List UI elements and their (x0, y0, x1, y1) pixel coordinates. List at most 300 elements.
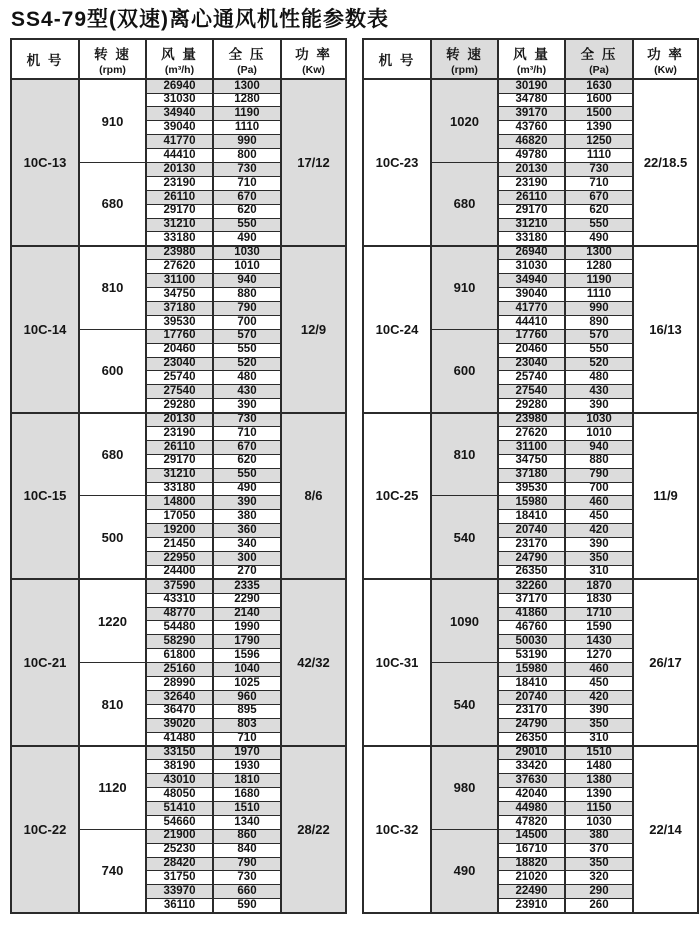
flow-cell: 37630 (498, 774, 565, 788)
pressure-cell: 2290 (213, 593, 281, 607)
flow-cell: 33180 (146, 482, 213, 496)
model-cell: 10C-13 (11, 79, 79, 246)
flow-cell: 54480 (146, 621, 213, 635)
pressure-cell: 390 (565, 399, 633, 413)
pressure-cell: 1510 (565, 746, 633, 760)
flow-cell: 46760 (498, 621, 565, 635)
pressure-cell: 290 (565, 885, 633, 899)
speed-cell: 810 (79, 246, 146, 329)
flow-cell: 23910 (498, 899, 565, 913)
col-header-speed-unit: (rpm) (451, 63, 478, 76)
table-row (363, 246, 698, 260)
flow-cell: 15980 (498, 663, 565, 677)
pressure-cell: 990 (213, 135, 281, 149)
pressure-cell: 300 (213, 551, 281, 565)
pressure-cell: 710 (213, 176, 281, 190)
flow-cell: 27620 (498, 426, 565, 440)
pressure-cell: 1500 (565, 107, 633, 121)
pressure-cell: 1590 (565, 621, 633, 635)
speed-cell: 490 (431, 829, 498, 912)
pressure-cell: 1280 (213, 93, 281, 107)
pressure-cell: 1030 (565, 815, 633, 829)
col-header-speed-unit: (rpm) (99, 63, 126, 76)
flow-cell: 24790 (498, 551, 565, 565)
flow-cell: 33180 (146, 232, 213, 246)
power-cell: 26/17 (633, 579, 698, 746)
speed-cell: 910 (79, 79, 146, 162)
pressure-cell: 1025 (213, 676, 281, 690)
pressure-cell: 1190 (565, 274, 633, 288)
flow-cell: 23190 (498, 176, 565, 190)
pressure-cell: 1190 (213, 107, 281, 121)
col-header-power (633, 39, 698, 79)
flow-cell: 22950 (146, 551, 213, 565)
pressure-cell: 670 (213, 190, 281, 204)
pressure-cell: 803 (213, 718, 281, 732)
table-row (363, 579, 698, 593)
col-header-model (363, 39, 431, 79)
flow-cell: 21020 (498, 871, 565, 885)
right-table-body (363, 79, 698, 912)
pressure-cell: 620 (213, 204, 281, 218)
pressure-cell: 960 (213, 690, 281, 704)
flow-cell: 31210 (146, 218, 213, 232)
pressure-cell: 1430 (565, 635, 633, 649)
flow-cell: 14500 (498, 829, 565, 843)
pressure-cell: 990 (565, 301, 633, 315)
pressure-cell: 1340 (213, 815, 281, 829)
pressure-cell: 550 (565, 218, 633, 232)
flow-cell: 61800 (146, 649, 213, 663)
pressure-cell: 730 (213, 413, 281, 427)
flow-cell: 23980 (498, 413, 565, 427)
pressure-cell: 880 (213, 288, 281, 302)
col-header-model (11, 39, 79, 79)
pressure-cell: 1300 (565, 246, 633, 260)
pressure-cell: 520 (213, 357, 281, 371)
pressure-cell: 790 (213, 301, 281, 315)
pressure-cell: 1810 (213, 774, 281, 788)
pressure-cell: 1030 (213, 246, 281, 260)
col-header-flow (498, 39, 565, 79)
flow-cell: 41770 (498, 301, 565, 315)
col-header-speed (79, 39, 146, 79)
flow-cell: 34750 (146, 288, 213, 302)
flow-cell: 39040 (498, 288, 565, 302)
pressure-cell: 1830 (565, 593, 633, 607)
pressure-cell: 710 (213, 732, 281, 746)
tables-container (10, 38, 700, 913)
flow-cell: 18410 (498, 510, 565, 524)
flow-cell: 38190 (146, 760, 213, 774)
pressure-cell: 320 (565, 871, 633, 885)
pressure-cell: 490 (565, 232, 633, 246)
pressure-cell: 620 (213, 454, 281, 468)
flow-cell: 24400 (146, 565, 213, 579)
flow-cell: 27540 (146, 385, 213, 399)
flow-cell: 17050 (146, 510, 213, 524)
pressure-cell: 710 (213, 426, 281, 440)
flow-cell: 33180 (498, 232, 565, 246)
speed-cell: 1120 (79, 746, 146, 829)
flow-cell: 39020 (146, 718, 213, 732)
pressure-cell: 700 (565, 482, 633, 496)
pressure-cell: 940 (213, 274, 281, 288)
pressure-cell: 420 (565, 524, 633, 538)
power-cell: 11/9 (633, 413, 698, 580)
pressure-cell: 390 (565, 538, 633, 552)
pressure-cell: 1600 (565, 93, 633, 107)
pressure-cell: 450 (565, 676, 633, 690)
flow-cell: 39170 (498, 107, 565, 121)
flow-cell: 48770 (146, 607, 213, 621)
pressure-cell: 1030 (565, 413, 633, 427)
pressure-cell: 260 (565, 899, 633, 913)
col-header-model-label: 机 号 (378, 53, 416, 69)
flow-cell: 42040 (498, 788, 565, 802)
flow-cell: 22490 (498, 885, 565, 899)
flow-cell: 28990 (146, 676, 213, 690)
col-header-power-unit: (Kw) (654, 63, 677, 76)
pressure-cell: 1710 (565, 607, 633, 621)
pressure-cell: 550 (565, 343, 633, 357)
pressure-cell: 880 (565, 454, 633, 468)
speed-cell: 1090 (431, 579, 498, 662)
left-table-mount (10, 38, 347, 913)
pressure-cell: 1040 (213, 663, 281, 677)
flow-cell: 31030 (498, 260, 565, 274)
pressure-cell: 520 (565, 357, 633, 371)
speed-cell: 600 (431, 329, 498, 412)
speed-cell: 1220 (79, 579, 146, 662)
flow-cell: 29280 (498, 399, 565, 413)
flow-cell: 23040 (498, 357, 565, 371)
pressure-cell: 890 (565, 315, 633, 329)
pressure-cell: 1630 (565, 79, 633, 93)
power-cell: 12/9 (281, 246, 346, 413)
col-header-power (281, 39, 346, 79)
table-row (363, 79, 698, 93)
model-cell: 10C-15 (11, 413, 79, 580)
flow-cell: 34750 (498, 454, 565, 468)
flow-cell: 32640 (146, 690, 213, 704)
flow-cell: 23040 (146, 357, 213, 371)
pressure-cell: 1110 (565, 288, 633, 302)
right-parameter-table (362, 38, 699, 913)
flow-cell: 39040 (146, 121, 213, 135)
flow-cell: 39530 (498, 482, 565, 496)
col-header-speed (431, 39, 498, 79)
pressure-cell: 490 (213, 482, 281, 496)
pressure-cell: 450 (565, 510, 633, 524)
flow-cell: 23190 (146, 176, 213, 190)
flow-cell: 26940 (146, 79, 213, 93)
flow-cell: 39530 (146, 315, 213, 329)
flow-cell: 23170 (498, 704, 565, 718)
pressure-cell: 570 (565, 329, 633, 343)
flow-cell: 37590 (146, 579, 213, 593)
flow-cell: 51410 (146, 802, 213, 816)
pressure-cell: 390 (213, 496, 281, 510)
pressure-cell: 350 (565, 551, 633, 565)
flow-cell: 23980 (146, 246, 213, 260)
power-cell: 28/22 (281, 746, 346, 913)
power-cell: 16/13 (633, 246, 698, 413)
pressure-cell: 1150 (565, 802, 633, 816)
flow-cell: 29170 (498, 204, 565, 218)
pressure-cell: 1280 (565, 260, 633, 274)
speed-cell: 680 (431, 163, 498, 246)
flow-cell: 16710 (498, 843, 565, 857)
model-cell: 10C-21 (11, 579, 79, 746)
pressure-cell: 940 (565, 440, 633, 454)
pressure-cell: 2335 (213, 579, 281, 593)
pressure-cell: 1510 (213, 802, 281, 816)
speed-cell: 810 (79, 663, 146, 746)
pressure-cell: 380 (213, 510, 281, 524)
flow-cell: 18410 (498, 676, 565, 690)
pressure-cell: 430 (565, 385, 633, 399)
pressure-cell: 1110 (213, 121, 281, 135)
power-cell: 22/18.5 (633, 79, 698, 246)
flow-cell: 17760 (498, 329, 565, 343)
flow-cell: 49780 (498, 149, 565, 163)
flow-cell: 43760 (498, 121, 565, 135)
pressure-cell: 550 (213, 218, 281, 232)
col-header-pressure-label: 全 压 (580, 46, 618, 62)
left-parameter-table (10, 38, 347, 913)
pressure-cell: 480 (213, 371, 281, 385)
speed-cell: 540 (431, 663, 498, 746)
pressure-cell: 310 (565, 732, 633, 746)
pressure-cell: 1380 (565, 774, 633, 788)
pressure-cell: 1010 (213, 260, 281, 274)
left-table-head (11, 39, 346, 79)
flow-cell: 50030 (498, 635, 565, 649)
pressure-cell: 730 (213, 163, 281, 177)
pressure-cell: 840 (213, 843, 281, 857)
right-table-mount (362, 38, 699, 913)
flow-cell: 46820 (498, 135, 565, 149)
header-row (363, 39, 698, 79)
flow-cell: 27540 (498, 385, 565, 399)
flow-cell: 31100 (498, 440, 565, 454)
flow-cell: 19200 (146, 524, 213, 538)
pressure-cell: 390 (565, 704, 633, 718)
pressure-cell: 390 (213, 399, 281, 413)
flow-cell: 33970 (146, 885, 213, 899)
speed-cell: 810 (431, 413, 498, 496)
flow-cell: 24790 (498, 718, 565, 732)
flow-cell: 20130 (146, 413, 213, 427)
pressure-cell: 1870 (565, 579, 633, 593)
col-header-flow-unit: (m³/h) (164, 63, 195, 76)
power-cell: 22/14 (633, 746, 698, 913)
flow-cell: 33420 (498, 760, 565, 774)
col-header-power-label: 功 率 (295, 46, 332, 62)
pressure-cell: 1390 (565, 121, 633, 135)
pressure-cell: 860 (213, 829, 281, 843)
pressure-cell: 1930 (213, 760, 281, 774)
flow-cell: 53190 (498, 649, 565, 663)
model-cell: 10C-23 (363, 79, 431, 246)
flow-cell: 15980 (498, 496, 565, 510)
pressure-cell: 340 (213, 538, 281, 552)
flow-cell: 36110 (146, 899, 213, 913)
flow-cell: 34940 (146, 107, 213, 121)
pressure-cell: 1010 (565, 426, 633, 440)
power-cell: 42/32 (281, 579, 346, 746)
flow-cell: 26110 (146, 190, 213, 204)
flow-cell: 18820 (498, 857, 565, 871)
flow-cell: 37180 (498, 468, 565, 482)
speed-cell: 910 (431, 246, 498, 329)
flow-cell: 48050 (146, 788, 213, 802)
flow-cell: 23190 (146, 426, 213, 440)
flow-cell: 37170 (498, 593, 565, 607)
col-header-power-unit: (Kw) (302, 63, 325, 76)
model-cell: 10C-24 (363, 246, 431, 413)
power-cell: 8/6 (281, 413, 346, 580)
pressure-cell: 460 (565, 496, 633, 510)
pressure-cell: 670 (213, 440, 281, 454)
flow-cell: 20740 (498, 524, 565, 538)
pressure-cell: 620 (565, 204, 633, 218)
pressure-cell: 1250 (565, 135, 633, 149)
pressure-cell: 360 (213, 524, 281, 538)
col-header-pressure-unit: (Pa) (237, 63, 257, 76)
pressure-cell: 700 (213, 315, 281, 329)
pressure-cell: 550 (213, 343, 281, 357)
speed-cell: 500 (79, 496, 146, 579)
pressure-cell: 730 (565, 163, 633, 177)
speed-cell: 600 (79, 329, 146, 412)
flow-cell: 41480 (146, 732, 213, 746)
col-header-flow-label: 风 量 (161, 46, 198, 62)
flow-cell: 20460 (146, 343, 213, 357)
pressure-cell: 1480 (565, 760, 633, 774)
flow-cell: 25160 (146, 663, 213, 677)
flow-cell: 26110 (146, 440, 213, 454)
flow-cell: 36470 (146, 704, 213, 718)
pressure-cell: 1970 (213, 746, 281, 760)
pressure-cell: 895 (213, 704, 281, 718)
pressure-cell: 460 (565, 663, 633, 677)
flow-cell: 34940 (498, 274, 565, 288)
col-header-pressure (213, 39, 281, 79)
col-header-pressure (565, 39, 633, 79)
flow-cell: 34780 (498, 93, 565, 107)
header-row (11, 39, 346, 79)
flow-cell: 31210 (146, 468, 213, 482)
model-cell: 10C-32 (363, 746, 431, 913)
flow-cell: 31030 (146, 93, 213, 107)
col-header-pressure-unit: (Pa) (589, 63, 609, 76)
flow-cell: 37180 (146, 301, 213, 315)
left-table-body (11, 79, 346, 912)
flow-cell: 43010 (146, 774, 213, 788)
flow-cell: 31100 (146, 274, 213, 288)
flow-cell: 17760 (146, 329, 213, 343)
speed-cell: 740 (79, 829, 146, 912)
table-row (363, 746, 698, 760)
pressure-cell: 1390 (565, 788, 633, 802)
pressure-cell: 380 (565, 829, 633, 843)
page-title: SS4-79型(双速)离心通风机性能参数表 (11, 8, 390, 31)
flow-cell: 26940 (498, 246, 565, 260)
model-cell: 10C-31 (363, 579, 431, 746)
pressure-cell: 790 (565, 468, 633, 482)
col-header-flow (146, 39, 213, 79)
pressure-cell: 710 (565, 176, 633, 190)
flow-cell: 25740 (146, 371, 213, 385)
flow-cell: 25230 (146, 843, 213, 857)
pressure-cell: 660 (213, 885, 281, 899)
speed-cell: 680 (79, 413, 146, 496)
pressure-cell: 1270 (565, 649, 633, 663)
table-row (11, 413, 346, 427)
pressure-cell: 570 (213, 329, 281, 343)
table-row (11, 579, 346, 593)
flow-cell: 30190 (498, 79, 565, 93)
pressure-cell: 350 (565, 718, 633, 732)
pressure-cell: 310 (565, 565, 633, 579)
table-row (363, 413, 698, 427)
speed-cell: 680 (79, 163, 146, 246)
flow-cell: 29010 (498, 746, 565, 760)
pressure-cell: 550 (213, 468, 281, 482)
flow-cell: 44410 (498, 315, 565, 329)
model-cell: 10C-25 (363, 413, 431, 580)
pressure-cell: 420 (565, 690, 633, 704)
flow-cell: 21900 (146, 829, 213, 843)
flow-cell: 32260 (498, 579, 565, 593)
flow-cell: 29170 (146, 204, 213, 218)
col-header-speed-label: 转 速 (94, 46, 131, 62)
table-row (11, 79, 346, 93)
flow-cell: 44980 (498, 802, 565, 816)
pressure-cell: 1300 (213, 79, 281, 93)
col-header-speed-label: 转 速 (446, 46, 483, 62)
flow-cell: 31210 (498, 218, 565, 232)
pressure-cell: 670 (565, 190, 633, 204)
right-table-head (363, 39, 698, 79)
flow-cell: 29170 (146, 454, 213, 468)
flow-cell: 29280 (146, 399, 213, 413)
flow-cell: 21450 (146, 538, 213, 552)
flow-cell: 28420 (146, 857, 213, 871)
power-cell: 17/12 (281, 79, 346, 246)
flow-cell: 44410 (146, 149, 213, 163)
pressure-cell: 2140 (213, 607, 281, 621)
flow-cell: 27620 (146, 260, 213, 274)
pressure-cell: 270 (213, 565, 281, 579)
table-row (11, 246, 346, 260)
speed-cell: 1020 (431, 79, 498, 162)
pressure-cell: 480 (565, 371, 633, 385)
col-header-pressure-label: 全 压 (228, 46, 266, 62)
flow-cell: 20460 (498, 343, 565, 357)
col-header-flow-label: 风 量 (513, 46, 550, 62)
pressure-cell: 590 (213, 899, 281, 913)
flow-cell: 26110 (498, 190, 565, 204)
pressure-cell: 1990 (213, 621, 281, 635)
flow-cell: 58290 (146, 635, 213, 649)
pressure-cell: 1680 (213, 788, 281, 802)
flow-cell: 41770 (146, 135, 213, 149)
flow-cell: 47820 (498, 815, 565, 829)
table-row (11, 746, 346, 760)
